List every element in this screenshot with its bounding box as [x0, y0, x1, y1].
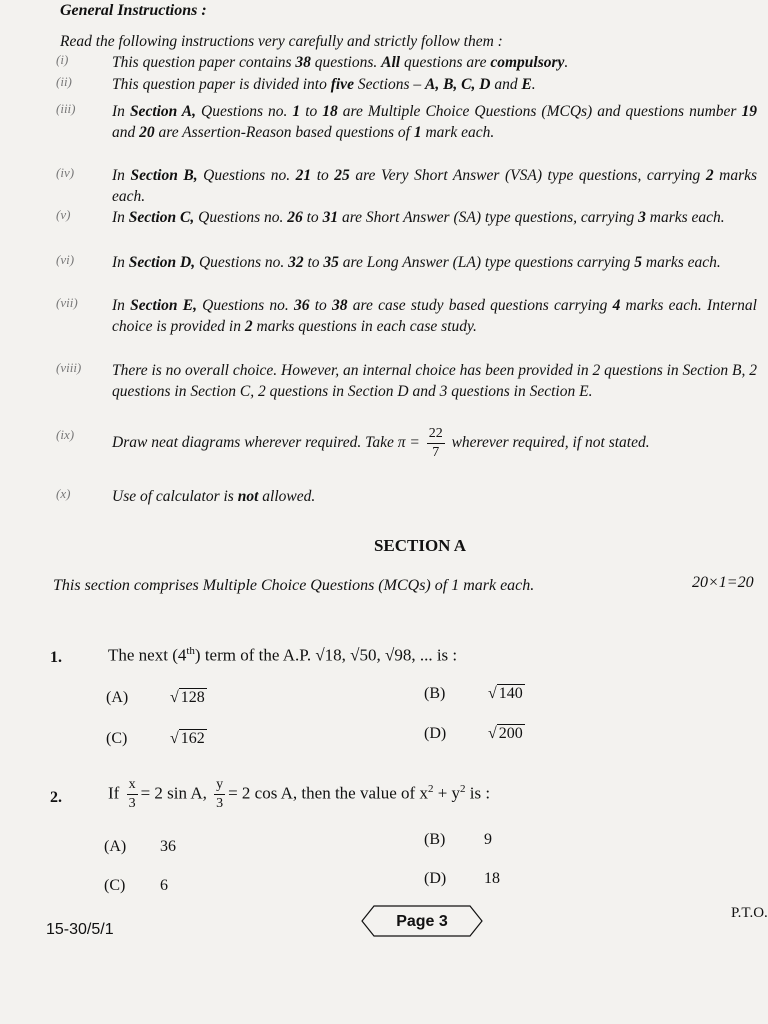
option-a[interactable]: (A) 36	[104, 838, 176, 855]
instruction-text: In Section B, Questions no. 21 to 25 are Very Short Answer (VSA) type questions, carrying 2 marks each.	[112, 167, 758, 205]
instruction-text: There is no overall choice. However, an internal choice has been provided in 2 questions in Section B, 2 questions in Section C, 2 questions in Section D and 3 questions in Section E.	[112, 362, 757, 400]
please-turn-over: P.T.O.	[731, 905, 768, 921]
instruction-number: (vi)	[56, 252, 75, 267]
instruction-number: (iv)	[56, 165, 75, 180]
instruction-number: (ii)	[56, 74, 72, 89]
page-number: Page 3	[396, 913, 448, 930]
instruction-text: In Section A, Questions no. 1 to 18 are Multiple Choice Questions (MCQs) and questions number 19 and 20 are Assertion-Reason based questions of 1 mark each.	[112, 103, 757, 141]
option-d[interactable]: (D) √ 200	[424, 725, 523, 742]
instruction-text: This question paper is divided into five Sections – A, B, C, D and E.	[112, 76, 536, 93]
pi-fraction: $\frac{22}{7}$	[428, 426, 443, 460]
section-title: SECTION A	[373, 536, 467, 555]
page-number-badge	[360, 904, 484, 938]
option-c[interactable]: (C) 6	[104, 877, 168, 894]
general-instructions-title: General Instructions :	[60, 2, 207, 19]
instruction-text: This question paper contains 38 questions. All questions are compulsory.	[112, 54, 569, 71]
instruction-text: In Section D, Questions no. 32 to 35 are Long Answer (LA) type questions carrying 5 marks each.	[112, 254, 721, 271]
instruction-number: (x)	[56, 486, 71, 501]
question-number: 2.	[50, 789, 62, 806]
question-number: 1.	[50, 649, 62, 666]
instruction-number: (viii)	[56, 360, 82, 375]
question-text: The next (4th) term of the A.P. √18, √50, √98, ... is :	[108, 645, 458, 665]
option-c[interactable]: (C) √ 162	[106, 730, 205, 747]
question-text: If $\frac{x}{3}$ = 2 sin A, $\frac{y}{3}$ = 2 cos A, then the value of $x^2 + y^2$ is :	[108, 777, 491, 812]
option-b[interactable]: (B) √ 140	[424, 685, 523, 702]
option-d[interactable]: (D) 18	[424, 870, 500, 887]
instruction-text: In Section C, Questions no. 26 to 31 are Short Answer (SA) type questions, carrying 3 marks each.	[112, 209, 725, 226]
section-marks: 20×1=20	[692, 574, 754, 591]
option-a[interactable]: (A) √ 128	[106, 689, 205, 706]
instruction-text: In Section E, Questions no. 36 to 38 are case study based questions carrying 4 marks each. Internal choice is provided in 2 marks questions in each case study.	[112, 297, 757, 335]
paper-code: 15-30/5/1	[46, 921, 114, 938]
option-b[interactable]: (B) 9	[424, 831, 492, 848]
section-description: This section comprises Multiple Choice Questions (MCQs) of 1 mark each.	[53, 577, 535, 594]
instruction-number: (vii)	[56, 295, 78, 310]
instruction-number: (ix)	[56, 427, 75, 442]
instruction-text: Draw neat diagrams wherever required. Take π = $\frac{22}{7}$ wherever required, if not stated.	[112, 426, 650, 460]
instruction-text: Use of calculator is not allowed.	[112, 488, 316, 505]
instruction-number: (i)	[56, 52, 69, 67]
instruction-number: (v)	[56, 207, 71, 222]
general-instructions-intro: Read the following instructions very carefully and strictly follow them :	[60, 33, 503, 50]
instruction-number: (iii)	[56, 101, 76, 116]
